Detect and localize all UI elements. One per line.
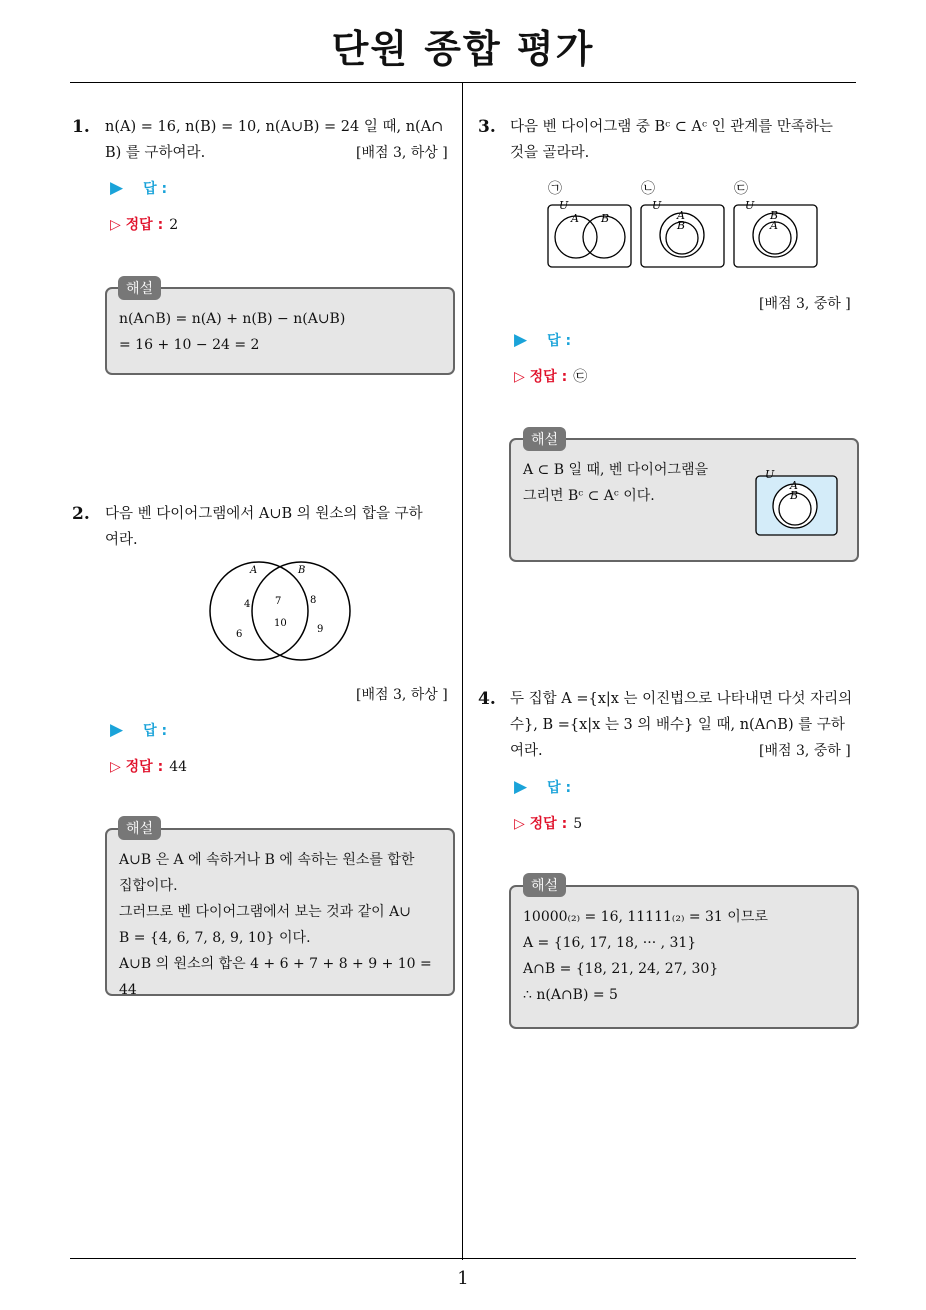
q4-points: [배점 3, 중하 ]	[759, 743, 851, 759]
bottom-rule	[70, 1258, 856, 1259]
q4-number: 4.	[478, 689, 496, 709]
solution-label: 정답 :	[125, 217, 164, 233]
q1-number: 1.	[72, 117, 90, 137]
option-1-a: A	[571, 212, 579, 225]
q2-solution	[110, 756, 187, 776]
q3-exp-diagram	[753, 466, 841, 538]
venn-b-only-2: 9	[317, 624, 324, 635]
venn-b-only-1: 8	[310, 595, 317, 606]
q1-exp-line2: = 16 + 10 − 24 = 2	[119, 337, 260, 353]
q2-line2: 여라.	[105, 532, 138, 548]
venn-a-only-2: 6	[236, 629, 243, 640]
q3-solution-value: ㉢	[573, 369, 588, 385]
outline-triangle-icon: ▷	[110, 759, 121, 775]
option-1-b: B	[601, 212, 610, 225]
q3-solution	[514, 366, 587, 386]
q3-option-2-diagram	[639, 195, 727, 271]
q1-line1: n(A) = 16, n(B) = 10, n(A∪B) = 24 일 때, n(A∩	[105, 119, 444, 135]
q3-option-2-mark: ㉡	[641, 181, 655, 197]
arrow-right-icon: ▶	[514, 330, 528, 350]
q3-option-1-mark: ㉠	[548, 181, 562, 197]
q2-points: [배점 3, 하상 ]	[356, 687, 448, 703]
q1-solution	[110, 214, 178, 234]
solution-label: 정답 :	[529, 816, 568, 832]
q2-exp-line3: 그러므로 벤 다이어그램에서 보는 것과 같이 A∪	[119, 904, 411, 920]
q1-line2: B) 를 구하여라.	[105, 145, 206, 161]
option-2-u: U	[652, 199, 662, 212]
q2-explanation-box	[105, 828, 455, 996]
q3-explanation-tag: 해설	[523, 427, 566, 451]
q3-option-3-mark: ㉢	[734, 181, 748, 197]
option-1-u: U	[559, 199, 569, 212]
arrow-right-icon: ▶	[110, 720, 124, 740]
q4-line1: 두 집합 A ={x|x 는 이진법으로 나타내면 다섯 자리의	[510, 691, 853, 707]
q1-exp-line1: n(A∩B) = n(A) + n(B) − n(A∪B)	[119, 311, 346, 327]
q4-exp-line3: A∩B = {18, 21, 24, 27, 30}	[523, 961, 719, 977]
q1-answer-field[interactable]	[110, 178, 167, 198]
solution-label: 정답 :	[125, 759, 164, 775]
top-rule	[70, 82, 856, 83]
q3-line2: 것을 골라라.	[510, 145, 590, 161]
q1-points: [배점 3, 하상 ]	[356, 145, 448, 161]
q2-exp-line4: B = {4, 6, 7, 8, 9, 10} 이다.	[119, 930, 311, 946]
q3-line1: 다음 벤 다이어그램 중 Bᶜ ⊂ Aᶜ 인 관계를 만족하는	[510, 119, 833, 135]
q2-exp-line2: 집합이다.	[119, 878, 178, 894]
q1-explanation-tag: 해설	[118, 276, 161, 300]
q4-solution	[514, 813, 582, 833]
q1-solution-value: 2	[169, 217, 179, 233]
venn-a-only-1: 4	[244, 599, 251, 610]
outline-triangle-icon: ▷	[514, 369, 525, 385]
q4-explanation-box	[509, 885, 859, 1029]
column-divider	[462, 83, 463, 1260]
q1-explanation-box	[105, 287, 455, 375]
q4-exp-line2: A = {16, 17, 18, ··· , 31}	[523, 935, 697, 951]
exp-b: B	[790, 489, 799, 502]
venn-label-a: A	[250, 565, 258, 576]
option-2-a: A	[677, 209, 685, 222]
q4-exp-line1: 10000₍₂₎ = 16, 11111₍₂₎ = 31 이므로	[523, 909, 768, 925]
outline-triangle-icon: ▷	[514, 816, 525, 832]
q4-line2: 수}, B ={x|x 는 3 의 배수} 일 때, n(A∩B) 를 구하	[510, 717, 845, 733]
q4-line3: 여라.	[510, 743, 543, 759]
q3-points: [배점 3, 중하 ]	[759, 296, 851, 312]
page-number: 1	[457, 1268, 469, 1289]
q3-exp-line1: A ⊂ B 일 때, 벤 다이어그램을	[523, 462, 708, 478]
answer-label: 답 :	[143, 723, 168, 739]
q3-option-1-diagram	[546, 195, 634, 271]
venn-label-b: B	[298, 565, 306, 576]
venn-both-1: 7	[275, 596, 282, 607]
q2-explanation-tag: 해설	[118, 816, 161, 840]
answer-label: 답 :	[547, 333, 572, 349]
q4-explanation-tag: 해설	[523, 873, 566, 897]
option-3-a: A	[770, 219, 778, 232]
venn-both-2: 10	[274, 618, 287, 629]
answer-label: 답 :	[143, 181, 168, 197]
q2-exp-line5: A∪B 의 원소의 합은 4 + 6 + 7 + 8 + 9 + 10 = 44	[119, 956, 432, 998]
q4-solution-value: 5	[573, 816, 583, 832]
outline-triangle-icon: ▷	[110, 217, 121, 233]
q2-solution-value: 44	[169, 759, 188, 775]
option-3-u: U	[745, 199, 755, 212]
page-title: 단원 종합 평가	[331, 27, 595, 71]
q3-explanation-box	[509, 438, 859, 562]
solution-label: 정답 :	[529, 369, 568, 385]
q2-answer-field[interactable]	[110, 720, 167, 740]
q4-exp-line4: ∴ n(A∩B) = 5	[523, 987, 618, 1003]
q4-answer-field[interactable]	[514, 777, 571, 797]
answer-label: 답 :	[547, 780, 572, 796]
q3-exp-line2: 그리면 Bᶜ ⊂ Aᶜ 이다.	[523, 488, 655, 504]
q3-option-3-diagram	[732, 195, 820, 271]
q3-number: 3.	[478, 117, 496, 137]
option-3-b: B	[770, 209, 779, 222]
arrow-right-icon: ▶	[110, 178, 124, 198]
q3-answer-field[interactable]	[514, 330, 571, 350]
q2-exp-line1: A∪B 은 A 에 속하거나 B 에 속하는 원소를 합한	[119, 852, 415, 868]
exp-a: A	[790, 479, 798, 492]
q2-line1: 다음 벤 다이어그램에서 A∪B 의 원소의 합을 구하	[105, 506, 423, 522]
q2-venn-diagram	[200, 556, 360, 668]
option-2-b: B	[677, 219, 686, 232]
exp-u: U	[765, 468, 775, 481]
q2-number: 2.	[72, 504, 90, 524]
arrow-right-icon: ▶	[514, 777, 528, 797]
